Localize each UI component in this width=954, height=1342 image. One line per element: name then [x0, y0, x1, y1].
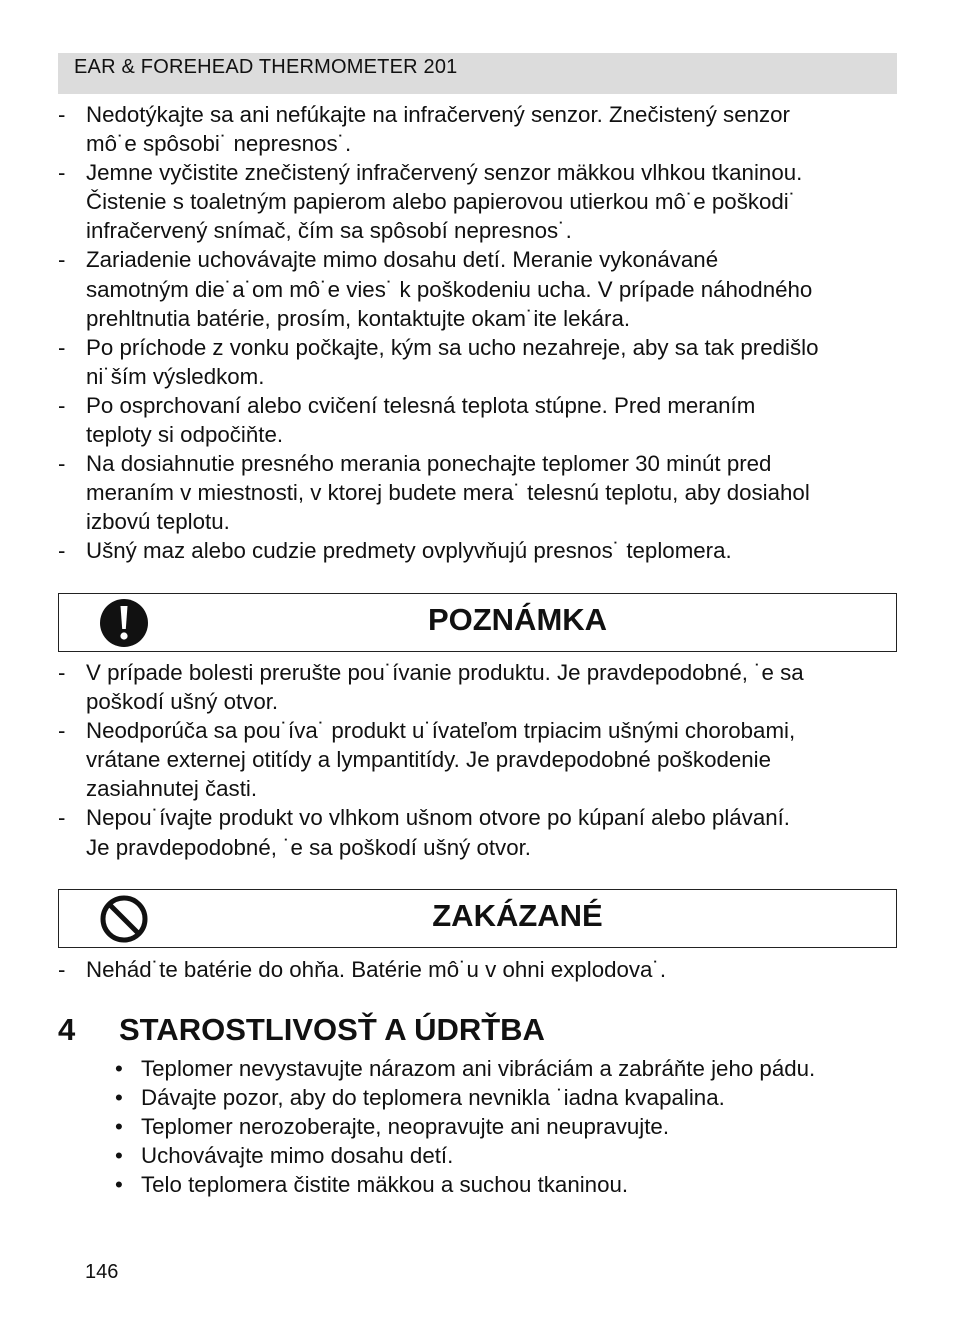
- forbidden-list: [58, 955, 908, 984]
- note-list: [58, 658, 908, 862]
- bullet-item-text: Telo teplomera čistite mäkkou a suchou tkaninou.: [141, 1172, 629, 1198]
- list-item: [58, 955, 908, 984]
- list-item-line: Je pravdepodobné, ˙e sa poškodí ušný otvor.: [86, 834, 531, 860]
- document-header: [58, 53, 897, 94]
- list-item-line: Ušný maz alebo cudzie predmety ovplyvňujú presnos˙ teplomera.: [86, 538, 732, 564]
- bullet-item: [115, 1112, 915, 1141]
- list-item: [58, 449, 908, 536]
- bullet-marker: •: [115, 1172, 123, 1198]
- dash-marker: -: [58, 451, 66, 477]
- bullet-marker: •: [115, 1143, 123, 1169]
- list-item-line: Nedotýkajte sa ani nefúkajte na infračervený senzor. Znečistený senzor: [86, 102, 790, 127]
- precautions-list: [58, 100, 908, 566]
- dash-marker: -: [58, 334, 66, 360]
- list-item-line: mô˙e spôsobi˙ nepresnos˙.: [86, 131, 352, 157]
- dash-marker: -: [58, 160, 66, 186]
- list-item-line: prehltnutia batérie, prosím, kontaktujte okam˙ite lekára.: [86, 305, 631, 331]
- list-item: [58, 158, 908, 245]
- bullet-marker: •: [115, 1085, 123, 1111]
- list-item-line: Po príchode z vonku počkajte, kým sa ucho nezahreje, aby sa tak predišlo: [86, 334, 819, 360]
- bullet-marker: •: [115, 1114, 123, 1140]
- list-item-line: zasiahnutej časti.: [86, 776, 258, 802]
- bullet-marker: •: [115, 1056, 123, 1081]
- list-item-line: Čistenie s toaletným papierom alebo papierovou utierkou mô˙e poškodi˙: [86, 189, 797, 215]
- list-item-line: meraním v miestnosti, v ktorej budete mera˙ telesnú teplotu, aby dosiahol: [86, 480, 810, 506]
- care-list: [115, 1054, 915, 1199]
- bullet-item-text: Dávajte pozor, aby do teplomera nevnikla ˙iadna kvapalina.: [141, 1085, 725, 1111]
- list-item-line: Po osprchovaní alebo cvičení telesná teplota stúpne. Pred meraním: [86, 392, 756, 418]
- bullet-item: [115, 1141, 915, 1170]
- list-item: [58, 536, 908, 565]
- list-item-line: Nehád˙te batérie do ohňa. Batérie mô˙u v ohni explodova˙.: [86, 957, 667, 982]
- dash-marker: -: [58, 718, 66, 744]
- forbidden-box: [58, 889, 897, 948]
- list-item-line: Zariadenie uchovávajte mimo dosahu detí. Meranie vykonávané: [86, 247, 719, 273]
- list-item-line: Jemne vyčistite znečistený infračervený senzor mäkkou vlhkou tkaninou.: [86, 160, 803, 186]
- list-item-line: Na dosiahnutie presného merania ponechajte teplomer 30 minút pred: [86, 451, 772, 477]
- list-item-line: izbovú teplotu.: [86, 509, 230, 535]
- list-item-line: ni˙ším výsledkom.: [86, 363, 265, 389]
- bullet-item-text: Uchovávajte mimo dosahu detí.: [141, 1143, 454, 1169]
- list-item-line: Neodporúča sa pou˙íva˙ produkt u˙ívateľom trpiacim ušnými chorobami,: [86, 718, 796, 744]
- header-title: EAR & FOREHEAD THERMOMETER 201: [74, 56, 458, 78]
- dash-marker: -: [58, 538, 66, 564]
- section-number: 4: [58, 1012, 76, 1047]
- dash-marker: -: [58, 805, 66, 831]
- list-item-line: Nepou˙ívajte produkt vo vlhkom ušnom otvore po kúpaní alebo plávaní.: [86, 805, 791, 831]
- section-title: STAROSTLIVOSŤ A ÚDRŤBA: [119, 1012, 545, 1047]
- list-item: [58, 100, 908, 158]
- dash-marker: -: [58, 392, 66, 418]
- forbidden-title: ZAKÁZANÉ: [432, 898, 603, 933]
- list-item: [58, 245, 908, 332]
- note-title: POZNÁMKA: [427, 602, 608, 637]
- dash-marker: -: [58, 957, 66, 982]
- note-box: [58, 593, 897, 652]
- dash-marker: -: [58, 660, 66, 685]
- list-item-line: vrátane externej otitídy a lympantitídy. Je pravdepodobné poškodenie: [86, 747, 772, 773]
- list-item-line: teploty si odpočiňte.: [86, 422, 284, 448]
- bullet-item: [115, 1054, 915, 1083]
- bullet-item-text: Teplomer nerozoberajte, neopravujte ani neupravujte.: [141, 1114, 670, 1140]
- list-item-line: infračervený snímač, čím sa spôsobí nepresnos˙.: [86, 218, 572, 244]
- list-item-line: V prípade bolesti prerušte pou˙ívanie produktu. Je pravdepodobné, ˙e sa: [86, 660, 804, 685]
- dash-marker: -: [58, 247, 66, 273]
- bullet-item: [115, 1170, 915, 1199]
- list-item-line: samotným die˙a˙om mô˙e vies˙ k poškodeniu ucha. V prípade náhodného: [86, 276, 813, 302]
- list-item: [58, 658, 908, 716]
- page-number: 146: [85, 1261, 119, 1283]
- list-item: [58, 803, 908, 861]
- list-item: [58, 716, 908, 803]
- list-item: [58, 333, 908, 391]
- bullet-item: [115, 1083, 915, 1112]
- list-item: [58, 391, 908, 449]
- list-item-line: poškodí ušný otvor.: [86, 689, 279, 715]
- bullet-item-text: Teplomer nevystavujte nárazom ani vibráciám a zabráňte jeho pádu.: [141, 1056, 816, 1081]
- dash-marker: -: [58, 102, 66, 127]
